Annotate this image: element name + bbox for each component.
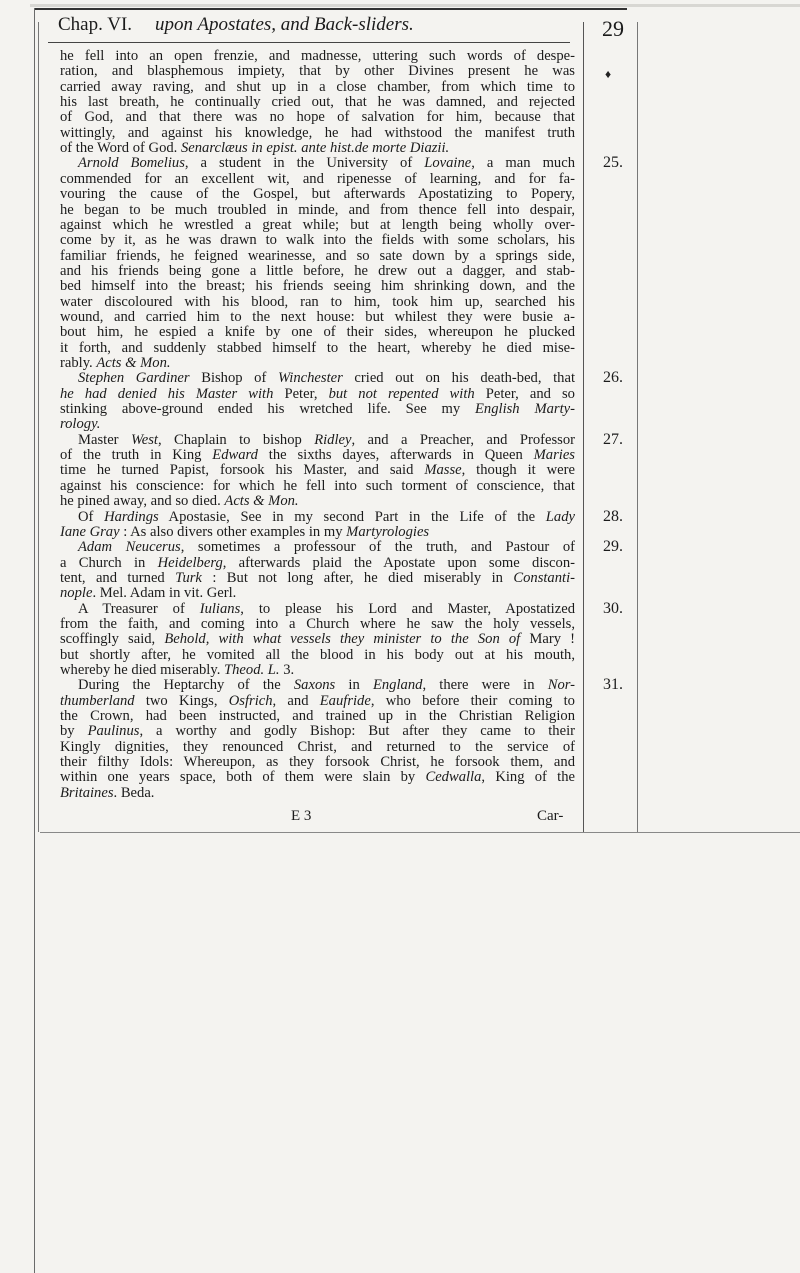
text-line: thumberland two Kings, Osfrich, and Eaufride, who before their coming to — [60, 692, 575, 709]
text-line: scoffingly said, Behold, with what vessels they minister to the Son of Mary ! — [60, 631, 575, 648]
margin-column-outer-rule — [637, 22, 638, 832]
text-line: of the Word of God. Senarclæus in epist. ante hist.de morte Diazii. — [60, 140, 450, 157]
text-line: his last breath, he continually cried out, that he was damned, and rejected — [60, 94, 575, 111]
page-left-edge — [34, 8, 35, 1273]
text-line: Iane Gray : As also divers other examples in my Martyrologies — [60, 523, 430, 540]
text-line: come by it, as he was drawn to walk into the fields with some scholars, his — [60, 232, 575, 249]
catchword: Car- — [537, 808, 564, 824]
text-line: wittingly, and against his knowledge, he had withstood the manifest truth — [60, 124, 575, 141]
text-line: tent, and turned Turk : But not long after, he died miserably in Constanti- — [60, 569, 575, 586]
text-line: of God, and that there was no hope of salvation for him, because that — [60, 109, 575, 126]
text-line: rology. — [60, 416, 101, 433]
text-line: and his friends being gone a little before, he drew out a dagger, and stab- — [60, 262, 575, 279]
text-line: During the Heptarchy of the Saxons in England, there were in Nor- — [78, 677, 575, 694]
text-line: he pined away, and so died. Acts & Mon. — [60, 493, 299, 510]
margin-number: 30. — [603, 599, 623, 617]
text-line: Of Hardings Apostasie, See in my second Part in the Life of the Lady — [78, 508, 575, 525]
running-title: upon Apostates, and Back-sliders. — [155, 14, 414, 35]
text-line: their filthy Idols: Whereupon, as they forsook Christ, he forsook them, and — [60, 754, 575, 771]
text-line: but shortly after, he vomited all the blood in his body out at his mouth, — [60, 646, 575, 663]
text-line: bed himself into the breast; his friends seeing him shrinking down, and the — [60, 278, 575, 295]
text-line: commended for an excellent wit, and ripenesse of learning, and for fa- — [60, 170, 575, 187]
text-line: familiar friends, he feigned wearinesse, and so sate down by a springs side, — [60, 247, 575, 264]
text-line: water discoloured with his blood, ran to him, took him up, searched his — [60, 293, 575, 310]
text-line: whereby he died miserably. Theod. L. 3. — [60, 662, 295, 678]
text-line: carried away raving, and shut up in a close chamber, from which time to — [60, 78, 575, 95]
margin-number: 27. — [603, 430, 623, 448]
text-line: Stephen Gardiner Bishop of Winchester cried out on his death-bed, that — [78, 370, 575, 387]
text-line: bout him, he espied a knife by one of their sides, whereupon he plucked — [60, 324, 575, 341]
text-line: Arnold Bomelius, a student in the University of Lovaine, a man much — [78, 155, 575, 172]
text-line: within one years space, both of them were slain by Cedwalla, King of the — [60, 769, 575, 786]
text-line: he began to be much troubled in minde, and from thence fell into despair, — [60, 201, 575, 218]
text-line: Adam Neucerus, sometimes a professour of the truth, and Pastour of — [78, 539, 575, 556]
margin-number: 29. — [603, 538, 623, 556]
text-line: time he turned Papist, forsook his Master, and said Masse, though it were — [60, 462, 575, 479]
text-line: it forth, and suddenly stabbed himself to the heart, whereby he died mise- — [60, 339, 575, 356]
text-line: a Church in Heidelberg, afterwards plaid the Apostate upon some discon- — [60, 554, 575, 571]
text-line: by Paulinus, a worthy and godly Bishop: But after they came to their — [60, 723, 575, 740]
text-line: Kingly dignities, they renounced Christ, and returned to the service of — [60, 738, 575, 755]
margin-number: 31. — [603, 676, 623, 694]
text-line: vouring the cause of the Gospel, but afterwards Apostatizing to Popery, — [60, 186, 575, 203]
text-line: against which he wrestled a great while; but at length being wholly over- — [60, 216, 575, 233]
margin-mark-icon: ♦ — [605, 67, 612, 81]
text-line: the Crown, had been instructed, and trained up in the Christian Religion — [60, 708, 575, 725]
text-line: ration, and blasphemous impiety, that by other Divines present he was — [60, 63, 575, 80]
text-line: nople. Mel. Adam in vit. Gerl. — [60, 585, 237, 602]
text-frame-left-rule — [38, 22, 39, 832]
page-top-edge — [30, 4, 800, 7]
margin-number: 28. — [603, 507, 623, 525]
signature-mark: E 3 — [291, 808, 312, 824]
text-line: A Treasurer of Iulians, to please his Lord and Master, Apostatized — [78, 600, 575, 617]
bottom-rule — [40, 832, 800, 833]
page-shadow — [0, 0, 30, 1273]
text-line: from the faith, and coming into a Church where he saw the holy vessels, — [60, 615, 575, 632]
text-line: against his conscience: for which he fell into such torment of conscience, that — [60, 477, 575, 494]
margin-number: 25. — [603, 154, 623, 172]
running-head — [58, 10, 568, 40]
margin-number: 26. — [603, 369, 623, 387]
text-line: Britaines. Beda. — [60, 784, 155, 801]
text-line: of the truth in King Edward the sixths dayes, afterwards in Queen Maries — [60, 447, 575, 464]
text-line: Master West, Chaplain to bishop Ridley, and a Preacher, and Professor — [78, 431, 575, 448]
text-line: rably. Acts & Mon. — [60, 355, 171, 371]
text-line: he fell into an open frenzie, and madnesse, uttering such words of despe- — [60, 48, 575, 64]
margin-column-rule — [583, 22, 584, 832]
header-rule — [48, 42, 570, 43]
text-line: he had denied his Master with Peter, but not repented with Peter, and so — [60, 385, 575, 402]
text-line: stinking above-ground ended his wretched life. See my English Marty- — [60, 401, 575, 418]
chapter-label: Chap. VI. — [58, 14, 133, 35]
text-line: wound, and carried him to the next house: but whilest they were busie a- — [60, 308, 575, 325]
page-number: 29 — [602, 16, 624, 41]
